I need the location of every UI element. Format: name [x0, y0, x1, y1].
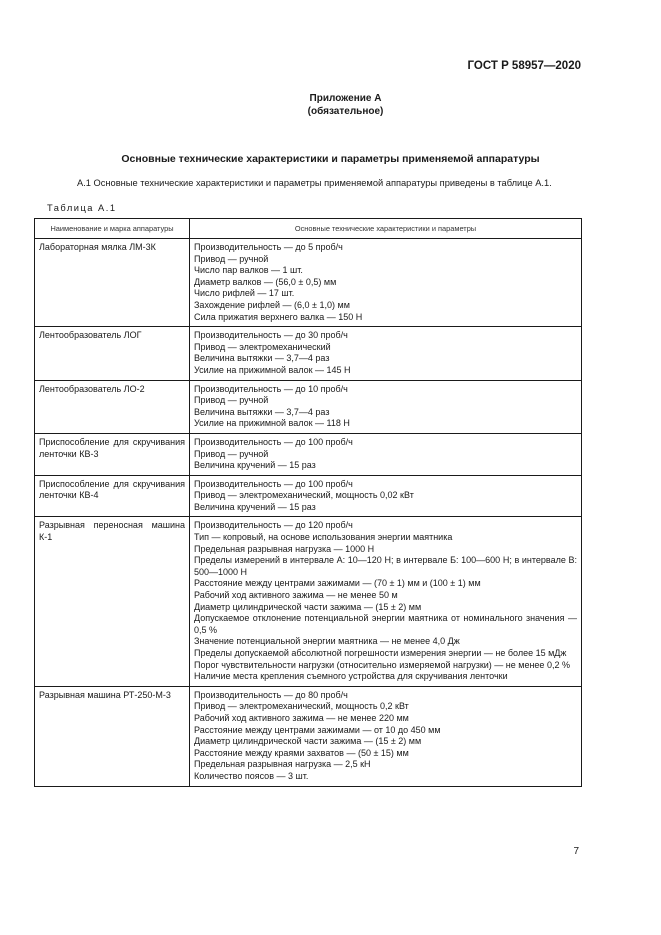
table-header-row: [35, 219, 582, 239]
spec-line: Производительность — до 100 проб/ч: [194, 436, 353, 447]
spec-line: Привод — электромеханический, мощность 0,2 кВт: [194, 701, 409, 712]
header-cell-name: Наименование и марка аппаратуры: [35, 219, 190, 239]
spec-line: Привод — ручной: [194, 253, 269, 264]
equipment-name-cell: Лентообразователь ЛО-2: [35, 380, 190, 433]
spec-line: Производительность — до 100 проб/ч: [194, 478, 353, 489]
spec-line: Сила прижатия верхнего валка — 150 Н: [194, 311, 363, 322]
table-row: [35, 327, 582, 380]
equipment-name-cell: Лентообразователь ЛОГ: [35, 327, 190, 380]
spec-line: Привод — электромеханический, мощность 0,02 кВт: [194, 490, 414, 501]
spec-line: Величина вытяжки — 3,7—4 раз: [194, 353, 330, 364]
page-number: 7: [573, 846, 579, 857]
spec-line: Величина вытяжки — 3,7—4 раз: [194, 406, 330, 417]
header-cell-specs: Основные технические характеристики и параметры: [190, 219, 582, 239]
spec-line: Привод — ручной: [194, 448, 269, 459]
spec-line: Производительность — до 5 проб/ч: [194, 242, 343, 252]
equipment-name-cell: Приспособление для скручивания ленточки КВ-3: [35, 433, 190, 475]
table-row: [35, 475, 582, 517]
table-row: [35, 239, 582, 327]
spec-line: Число пар валков — 1 шт.: [194, 265, 303, 276]
spec-line: Расстояние между центрами зажимами — от 10 до 450 мм: [194, 724, 441, 735]
spec-line: Рабочий ход активного зажима — не менее 220 мм: [194, 712, 409, 723]
spec-line: Предельная разрывная нагрузка — 1000 Н: [194, 543, 375, 554]
spec-line: Привод — электромеханический: [194, 341, 331, 352]
spec-line: Значение потенциальной энергии маятника — не менее 4,0 Дж: [194, 636, 460, 647]
spec-line: Производительность — до 120 проб/ч: [194, 520, 353, 531]
spec-line: Производительность — до 30 проб/ч: [194, 330, 348, 341]
equipment-name-cell: Разрывная переносная машина К-1: [35, 517, 190, 686]
section-heading: Основные технические характеристики и параметры применяемой аппаратуры: [121, 153, 540, 165]
spec-line: Захождение рифлей — (6,0 ± 1,0) мм: [194, 299, 350, 310]
spec-line: Производительность — до 80 проб/ч: [194, 689, 348, 700]
appendix-title: Приложение А: [309, 93, 382, 104]
appendix-heading: [0, 92, 661, 118]
table-row: [35, 380, 582, 433]
spec-line: Величина кручений — 15 раз: [194, 501, 316, 512]
spec-line: Диаметр цилиндрической части зажима — (15 ± 2) мм: [194, 601, 422, 612]
equipment-specs-cell: [190, 433, 582, 475]
spec-line: Производительность — до 10 проб/ч: [194, 383, 348, 394]
equipment-name-cell: Лабораторная мялка ЛМ-3К: [35, 239, 190, 327]
equipment-specs-cell: [190, 239, 582, 327]
spec-line: Пределы допускаемой абсолютной погрешности измерения энергии — не более 15 мДж: [194, 648, 567, 658]
spec-line: Диаметр цилиндрической части зажима — (15 ± 2) мм: [194, 736, 422, 747]
equipment-specs-cell: [190, 327, 582, 380]
document-code: ГОСТ Р 58957—2020: [467, 60, 581, 72]
spec-line: Расстояние между центрами зажимами — (70 ± 1) мм и (100 ± 1) мм: [194, 578, 481, 589]
equipment-name-cell: Приспособление для скручивания ленточки КВ-4: [35, 475, 190, 517]
equipment-specs-cell: [190, 380, 582, 433]
spec-line: Привод — ручной: [194, 395, 269, 406]
spec-line: Пределы измерений в интервале А: 10—120 Н; в интервале Б: 100—600 Н; в интервале В: 500—1000 Н: [194, 555, 577, 577]
spec-line: Усилие на прижимной валок — 118 Н: [194, 418, 350, 429]
equipment-specs-cell: [190, 686, 582, 786]
spec-line: Предельная разрывная нагрузка — 2,5 кН: [194, 759, 371, 770]
spec-line: Допускаемое отклонение потенциальной энергии маятника от номинального значения — 0,5 %: [194, 613, 577, 635]
specs-table: [34, 218, 582, 787]
spec-line: Тип — копровый, на основе использования энергии маятника: [194, 532, 453, 543]
table-row: [35, 517, 582, 686]
spec-line: Расстояние между краями захватов — (50 ± 15) мм: [194, 747, 409, 758]
spec-line: Наличие места крепления съемного устройства для скручивания ленточки: [194, 671, 508, 682]
table-body: [35, 239, 582, 787]
intro-paragraph: А.1 Основные технические характеристики и параметры применяемой аппаратуры приведены в таблице А.1.: [77, 178, 552, 188]
table-row: [35, 433, 582, 475]
spec-line: Число рифлей — 17 шт.: [194, 288, 295, 299]
spec-line: Величина кручений — 15 раз: [194, 460, 316, 471]
spec-line: Рабочий ход активного зажима — не менее 50 м: [194, 590, 398, 601]
spec-line: Усилие на прижимной валок — 145 Н: [194, 364, 351, 375]
table-row: [35, 686, 582, 786]
equipment-specs-cell: [190, 475, 582, 517]
appendix-subtitle: (обязательное): [307, 106, 384, 117]
equipment-name-cell: Разрывная машина РТ-250-М-3: [35, 686, 190, 786]
spec-line: Диаметр валков — (56,0 ± 0,5) мм: [194, 276, 337, 287]
spec-line: Количество поясов — 3 шт.: [194, 770, 309, 781]
table-caption: Таблица А.1: [47, 203, 117, 213]
equipment-specs-cell: [190, 517, 582, 686]
spec-line: Порог чувствительности нагрузки (относительно измеряемой нагрузки) — не менее 0,2 %: [194, 659, 570, 670]
